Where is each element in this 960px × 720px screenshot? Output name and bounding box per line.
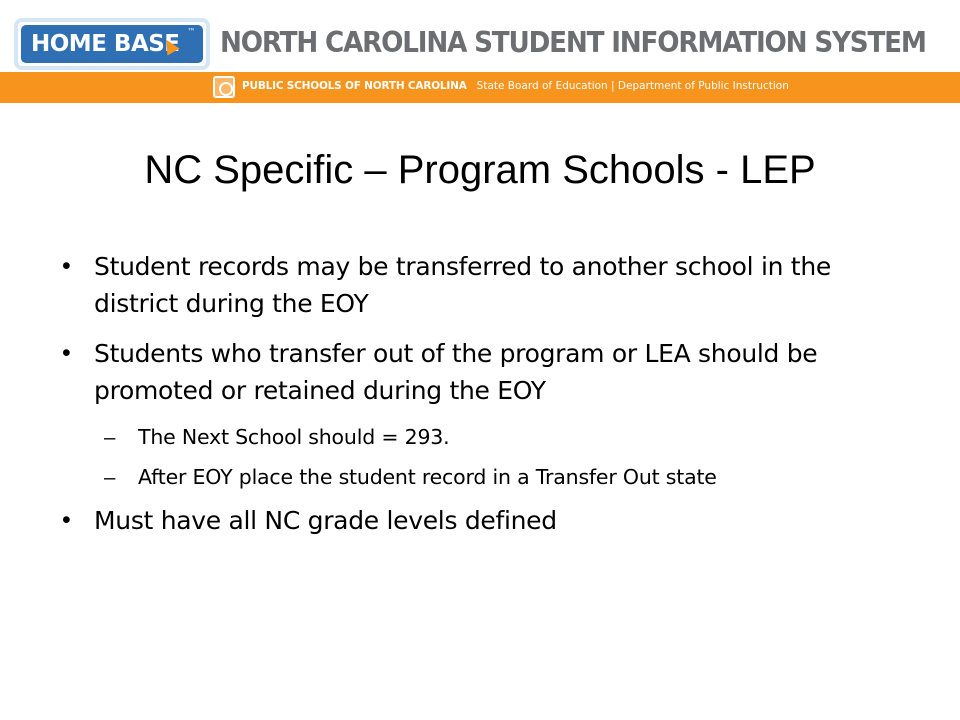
banner-subtitle [242,80,789,92]
banner-subtitle-dept: State Board of Education | Department of Public Instruction [476,80,789,92]
dash-marker: – [104,426,116,449]
list-item-text: Student records may be transferred to another school in the district during the EOY [94,252,831,318]
header-banner [0,0,960,105]
state-seal-icon [213,76,235,98]
sub-list-item [62,422,922,453]
orange-subtitle-bar [0,72,960,103]
bullet-list [62,248,922,552]
bullet-marker: • [62,252,71,280]
banner-subtitle-org: PUBLIC SCHOOLS OF NORTH CAROLINA [242,80,467,92]
bullet-marker: • [62,339,71,367]
sub-list-item-text: After EOY place the student record in a Transfer Out state [138,465,717,489]
list-item [62,248,922,322]
sub-list-item-text: The Next School should = 293. [138,425,450,449]
bullet-marker: • [62,506,71,534]
dash-marker: – [104,466,116,489]
list-item [62,502,922,539]
list-item [62,335,922,409]
home-base-logo [14,18,210,70]
trademark-mark: ™ [187,27,195,36]
list-item-text: Students who transfer out of the program or LEA should be promoted or retained during the EOY [94,339,818,405]
slide-title: NC Specific – Program Schools - LEP [144,148,816,192]
logo-badge [21,25,203,63]
sub-list-item [62,462,922,493]
list-item-text: Must have all NC grade levels defined [94,506,557,535]
banner-title: NORTH CAROLINA STUDENT INFORMATION SYSTEM [220,26,926,59]
logo-text: HOME BASE [31,31,180,57]
